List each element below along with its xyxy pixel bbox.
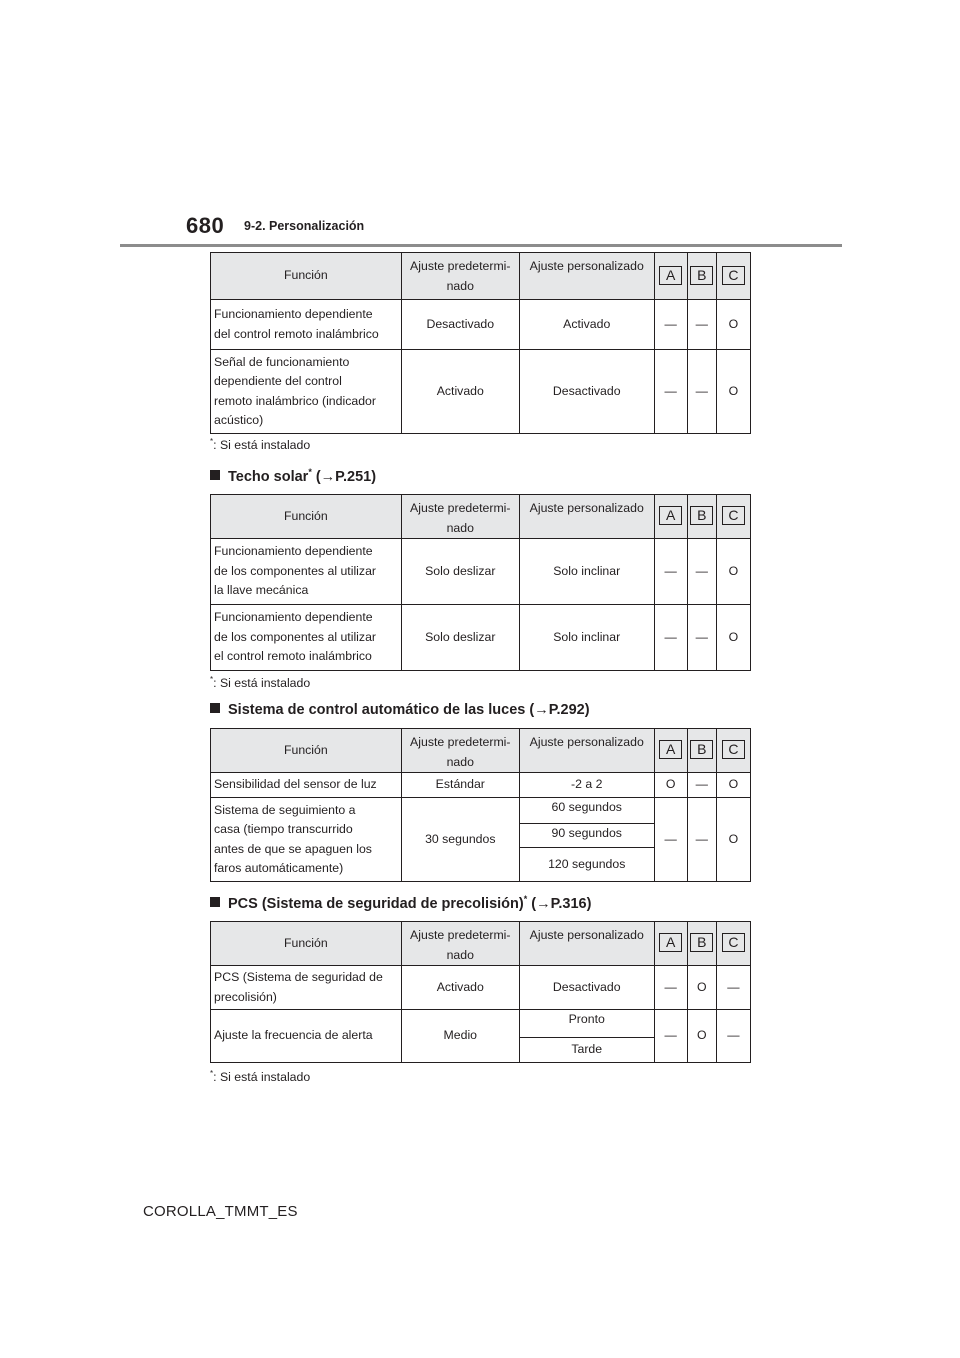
- cell-custom: 90 segundos: [519, 824, 654, 848]
- bullet-square-icon: [210, 703, 220, 713]
- cell-a: —: [654, 605, 687, 671]
- cell-funcion: PCS (Sistema de seguridad de precolisión): [211, 966, 402, 1010]
- heading-pcs: PCS (Sistema de seguridad de precolisión)* (→P.316): [210, 894, 591, 912]
- table-row: [211, 605, 751, 671]
- cell-a: —: [654, 350, 687, 434]
- cell-b: —: [687, 350, 716, 434]
- table-row: [211, 350, 751, 434]
- table-row: [211, 300, 751, 350]
- cell-b: —: [687, 300, 716, 350]
- header-ajuste-personalizado: Ajuste personalizado: [519, 922, 654, 966]
- cell-custom: Tarde: [519, 1038, 654, 1063]
- table-header-row: [211, 729, 751, 773]
- cell-c: —: [716, 966, 750, 1010]
- table-header-row: [211, 495, 751, 539]
- header-funcion: Función: [211, 495, 402, 539]
- cell-b: —: [687, 539, 716, 605]
- cell-custom: Desactivado: [519, 966, 654, 1010]
- table-row: [211, 773, 751, 798]
- header-funcion: Función: [211, 922, 402, 966]
- cell-c: O: [716, 300, 750, 350]
- cell-b: —: [687, 773, 716, 798]
- heading-control-luces: Sistema de control automático de las luces (→P.292): [210, 702, 590, 718]
- cell-a: O: [654, 773, 687, 798]
- header-col-b: B: [687, 253, 716, 300]
- cell-default: Activado: [401, 966, 519, 1010]
- header-ajuste-personalizado: Ajuste personalizado: [519, 495, 654, 539]
- footnote-3: *: Si está instalado: [210, 1069, 311, 1085]
- cell-custom: 60 segundos: [519, 798, 654, 824]
- cell-b: O: [687, 1010, 716, 1063]
- cell-default: Estándar: [401, 773, 519, 798]
- header-col-c: C: [716, 922, 750, 966]
- cell-funcion: Funcionamiento dependiente de los componentes al utilizar el control remoto inalámbrico: [211, 605, 402, 671]
- table-techo-solar: [210, 494, 751, 671]
- cell-default: Activado: [401, 350, 519, 434]
- header-col-c: C: [716, 729, 750, 773]
- bullet-square-icon: [210, 470, 220, 480]
- table-row: [211, 798, 751, 824]
- header-col-b: B: [687, 922, 716, 966]
- cell-custom: Desactivado: [519, 350, 654, 434]
- cell-funcion: Funcionamiento dependiente de los componentes al utilizar la llave mecánica: [211, 539, 402, 605]
- header-col-a: A: [654, 253, 687, 300]
- cell-c: O: [716, 605, 750, 671]
- header-col-a: A: [654, 729, 687, 773]
- header-col-a: A: [654, 922, 687, 966]
- header-ajuste-predeterminado: Ajuste predetermi- nado: [401, 495, 519, 539]
- cell-custom: -2 a 2: [519, 773, 654, 798]
- table-header-row: [211, 922, 751, 966]
- header-col-c: C: [716, 495, 750, 539]
- section-title: 9-2. Personalización: [244, 219, 365, 233]
- cell-a: —: [654, 798, 687, 882]
- cell-funcion: Sensibilidad del sensor de luz: [211, 773, 402, 798]
- cell-funcion: Señal de funcionamiento dependiente del control remoto inalámbrico (indicador acústico): [211, 350, 402, 434]
- cell-default: 30 segundos: [401, 798, 519, 882]
- cell-funcion: Funcionamiento dependiente del control remoto inalámbrico: [211, 300, 402, 350]
- cell-default: Medio: [401, 1010, 519, 1063]
- cell-a: —: [654, 539, 687, 605]
- table-remote-control: [210, 252, 751, 434]
- cell-a: —: [654, 1010, 687, 1063]
- cell-c: O: [716, 798, 750, 882]
- cell-a: —: [654, 300, 687, 350]
- cell-c: O: [716, 539, 750, 605]
- cell-b: —: [687, 605, 716, 671]
- bullet-square-icon: [210, 897, 220, 907]
- table-header-row: [211, 253, 751, 300]
- cell-custom: Solo inclinar: [519, 605, 654, 671]
- header-ajuste-personalizado: Ajuste personalizado: [519, 253, 654, 300]
- cell-a: —: [654, 966, 687, 1010]
- cell-c: O: [716, 350, 750, 434]
- table-row: [211, 539, 751, 605]
- footnote-2: *: Si está instalado: [210, 675, 311, 691]
- cell-default: Solo deslizar: [401, 605, 519, 671]
- header-funcion: Función: [211, 253, 402, 300]
- table-row: [211, 966, 751, 1010]
- cell-c: O: [716, 773, 750, 798]
- header-col-c: C: [716, 253, 750, 300]
- cell-custom: Activado: [519, 300, 654, 350]
- cell-custom: 120 segundos: [519, 848, 654, 882]
- header-col-b: B: [687, 495, 716, 539]
- header-col-a: A: [654, 495, 687, 539]
- table-row: [211, 1010, 751, 1038]
- header-ajuste-predeterminado: Ajuste predetermi- nado: [401, 253, 519, 300]
- header-funcion: Función: [211, 729, 402, 773]
- cell-funcion: Ajuste la frecuencia de alerta: [211, 1010, 402, 1063]
- cell-default: Desactivado: [401, 300, 519, 350]
- cell-b: O: [687, 966, 716, 1010]
- footer-document-code: COROLLA_TMMT_ES: [143, 1203, 298, 1220]
- header-ajuste-predeterminado: Ajuste predetermi- nado: [401, 922, 519, 966]
- cell-funcion: Sistema de seguimiento a casa (tiempo transcurrido antes de que se apaguen los faros automáticamente): [211, 798, 402, 882]
- footnote-1: *: Si está instalado: [210, 437, 311, 453]
- cell-custom: Pronto: [519, 1010, 654, 1038]
- cell-c: —: [716, 1010, 750, 1063]
- heading-techo-solar: Techo solar* (→P.251): [210, 467, 376, 485]
- cell-b: —: [687, 798, 716, 882]
- header-col-b: B: [687, 729, 716, 773]
- cell-default: Solo deslizar: [401, 539, 519, 605]
- cell-custom: Solo inclinar: [519, 539, 654, 605]
- header-rule: [120, 244, 842, 247]
- header-ajuste-personalizado: Ajuste personalizado: [519, 729, 654, 773]
- page-number: 680: [186, 213, 225, 238]
- table-control-luces: [210, 728, 751, 882]
- table-pcs: [210, 921, 751, 1063]
- header-ajuste-predeterminado: Ajuste predetermi- nado: [401, 729, 519, 773]
